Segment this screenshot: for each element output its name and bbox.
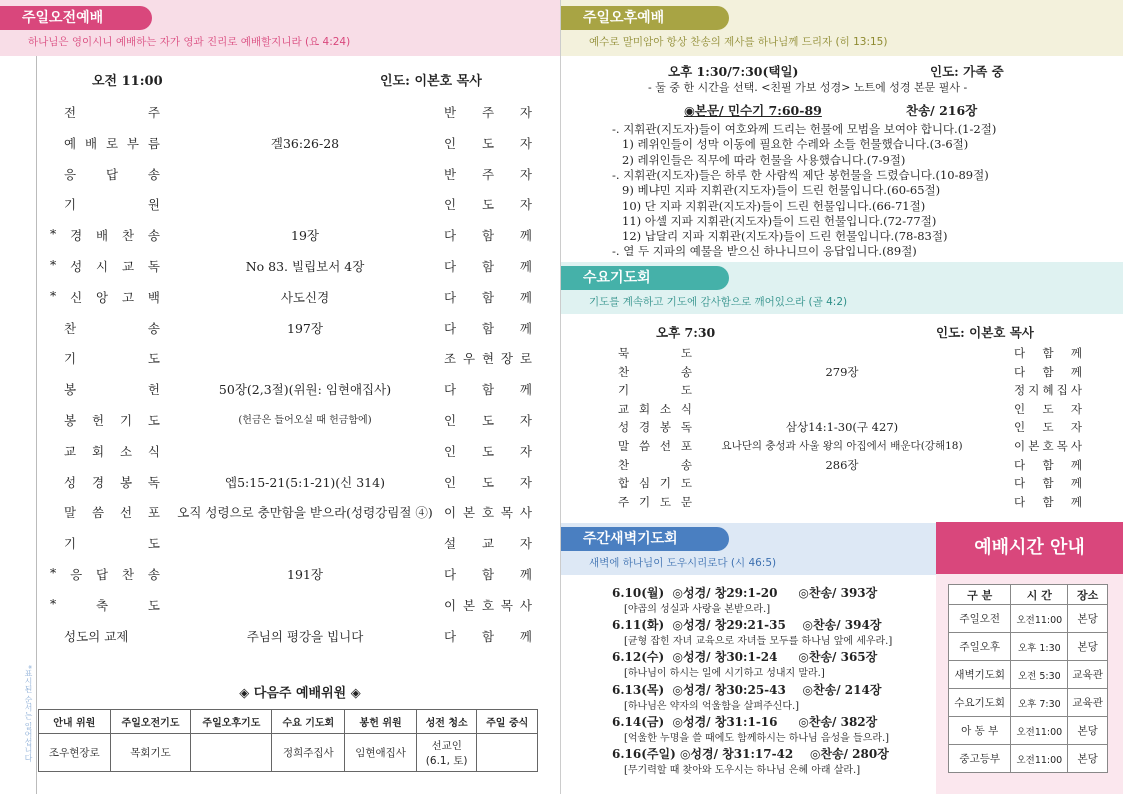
times-cell: 본당 [1068,745,1108,773]
times-title: 예배시간 안내 [936,522,1123,574]
order-name: 기 원 [64,197,160,213]
outline-line: -. 열 두 지파의 예물을 받으신 하나니므이 응답입니다.(89절) [612,244,917,259]
committee-header-cell: 안내 위원 [39,710,111,734]
order-leader: 설 교 자 [444,536,532,552]
order-leader: 인 도 자 [444,135,532,151]
wednesday-leader: 다 함 께 [1014,476,1082,491]
wednesday-name: 말 씀 선 포 [618,439,692,453]
wednesday-name: 교 회 소 식 [618,401,692,416]
order-name: * 성 시 교 독 [50,257,160,274]
dawn-day-line: 6.11(화) ◎성경/ 창29:21-35 ◎찬송/ 394장 [612,618,882,633]
order-row [40,411,560,439]
dawn-day-theme: [하나님은 약자의 억울함을 살펴주신다.] [624,700,800,712]
wednesday-name: 합 심 기 도 [618,476,692,491]
times-table [948,584,1108,773]
order-name: 봉 헌 [64,382,160,398]
outline-line: 9) 베냐민 지파 지휘관(지도자)들이 드린 헌물입니다.(60-65절) [622,183,941,198]
order-name: * 경 배 찬 송 [50,226,160,244]
times-cell: 오전11:00 [1011,717,1068,745]
wednesday-name: 주 기 도 문 [618,494,692,509]
order-row [40,349,560,377]
times-cell: 새벽기도회 [949,661,1011,689]
wednesday-verse: 기도를 계속하고 기도에 감사함으로 깨어있으라 (골 4:2) [589,296,848,308]
committee-cell: 선교인 (6.1, 토) [416,734,477,772]
order-content: 50장(2,3절)(위원: 임현애집사) [218,382,392,398]
order-row [40,288,560,316]
order-content: 191장 [287,567,323,582]
wednesday-row [618,457,1088,475]
wednesday-row [618,382,1088,400]
afternoon-note: - 둘 중 한 시간을 선택. <친필 가보 성경> 노트에 성경 본문 필사 - [648,81,968,94]
order-row [40,596,560,624]
dawn-day-theme: [억울한 누명을 쓸 때에도 함께하시는 하나님 음성을 들으라.] [624,732,890,744]
order-leader: 인 도 자 [444,197,532,213]
afternoon-text: ◉본문/ 민수기 7:60-89 [684,103,822,118]
wednesday-service-title: 수요기도회 [561,266,729,290]
committee-title: ◈ 다음주 예배위원 ◈ [239,686,361,701]
dawn-day-line: 6.12(수) ◎성경/ 창30:1-24 ◎찬송/ 365장 [612,650,878,665]
dawn-day-line: 6.14(금) ◎성경/ 창31:1-16 ◎찬송/ 382장 [612,714,878,729]
wednesday-leader: 이 본 호 목 사 [1014,439,1082,453]
order-row [40,319,560,347]
wednesday-name: 기 도 [618,383,692,398]
order-leader: 다 함 께 [444,320,532,336]
wednesday-content: 279장 [825,364,859,379]
wednesday-row [618,364,1088,382]
order-name: 성도의 교제 [64,628,129,644]
times-cell: 수요기도회 [949,689,1011,717]
outline-line: 1) 레위인들이 성막 이동에 필요한 수레와 소들 헌물했습니다.(3-6절) [622,137,969,152]
dawn-day-theme: [하나님이 하시는 일에 시기하고 성내지 말라.] [624,668,825,680]
order-content: 197장 [287,320,323,336]
dawn-day-theme: [야곱의 성실과 사랑을 본받으라.] [624,604,771,615]
order-row [40,380,560,408]
order-leader: 인 도 자 [444,413,532,428]
outline-line: -. 지휘관(지도자)들이 여호와께 드리는 헌물에 모범을 보여야 합니다.(1-2절) [612,122,997,136]
dawn-verse: 새벽에 하나님이 도우시리로다 (시 46:5) [589,557,777,569]
order-leader: 이 본 호 목 사 [444,505,532,521]
wednesday-content: 요나단의 충성과 사울 왕의 아집에서 배운다(강해18) [721,440,963,452]
order-content: 사도신경 [280,289,330,305]
order-leader: 다 함 께 [444,289,532,305]
times-row [949,745,1108,773]
order-name: * 축 도 [50,595,160,613]
outline-line: 11) 아셀 지파 지휘관(지도자)들이 드린 헌물입니다.(72-77절) [622,213,937,228]
committee-header-row [39,710,538,734]
afternoon-leader: 인도: 가족 중 [930,64,1004,79]
wednesday-leader: 다 함 께 [1014,364,1082,379]
wednesday-leader: 다 함 께 [1014,494,1082,509]
order-name: 응 답 송 [64,166,160,182]
outline-line: -. 지휘관(지도자)들은 하루 한 사람씩 제단 봉헌물을 드렸습니다.(10-89절) [612,167,989,182]
order-row [40,473,560,501]
order-row [40,565,560,593]
times-header-cell: 구 분 [949,585,1011,605]
order-row [40,165,560,193]
wednesday-name: 찬 송 [618,364,692,379]
wednesday-name: 묵 도 [618,346,692,360]
wednesday-time: 오후 7:30 [656,325,716,340]
times-row [949,661,1108,689]
times-cell: 오후 1:30 [1011,633,1068,661]
wednesday-row [618,438,1088,456]
order-leader: 반 주 자 [444,166,532,182]
committee-table [38,709,538,772]
afternoon-hymn: 찬송/ 216장 [906,103,978,118]
morning-service-head [40,70,560,90]
times-row [949,689,1108,717]
committee-header-cell: 수요 기도회 [272,710,345,734]
wednesday-name: 성 경 봉 독 [618,420,692,435]
order-name: 찬 송 [64,320,160,336]
order-leader: 반 주 자 [444,105,532,120]
committee-cell: 임현애집사 [345,734,417,772]
order-name: * 신 앙 고 백 [50,287,160,305]
order-row [40,257,560,285]
times-cell: 본당 [1068,633,1108,661]
times-header-cell: 시 간 [1011,585,1068,605]
order-name: 기 도 [64,536,160,552]
order-content: 엡5:15-21(5:1-21)(신 314) [225,474,385,490]
committee-header-cell: 주일 중식 [477,710,538,734]
left-margin-rule [36,56,37,794]
dawn-service-title: 주간새벽기도회 [561,527,729,551]
order-content: (헌금은 들어오실 때 헌금함에) [238,415,372,426]
times-cell: 주일오후 [949,633,1011,661]
order-leader: 다 함 께 [444,628,532,644]
times-cell: 오전11:00 [1011,745,1068,773]
outline-line: 12) 납달리 지파 지휘관(지도자)들이 드린 헌물입니다.(78-83절) [622,229,948,244]
times-cell: 오전11:00 [1011,605,1068,633]
wednesday-leader: 인 도 자 [1014,420,1082,435]
wednesday-row [618,494,1088,512]
afternoon-verse: 예수로 말미암아 항상 찬송의 제사를 하나님께 드리자 (히 13:15) [589,36,888,48]
committee-cell: 목회기도 [110,734,191,772]
order-row [40,503,560,531]
wednesday-row [618,419,1088,437]
order-leader: 인 도 자 [444,474,532,490]
committee-cell: 정희주집사 [272,734,345,772]
afternoon-service-title: 주일오후예배 [561,6,729,30]
order-leader: 다 함 께 [444,382,532,398]
order-leader: 다 함 께 [444,567,532,582]
wednesday-content: 삼상14:1-30(구 427) [785,420,899,435]
times-row [949,633,1108,661]
morning-verse: 하나님은 영이시니 예배하는 자가 영과 진리로 예배할지니라 (요 4:24) [28,36,351,48]
order-name: 성 경 봉 독 [64,474,160,490]
times-cell: 교육관 [1068,661,1108,689]
times-cell: 본당 [1068,717,1108,745]
order-name: 전 주 [64,105,160,120]
dawn-day-line: 6.13(목) ◎성경/ 창30:25-43 ◎찬송/ 214장 [612,682,882,697]
order-row [40,134,560,162]
order-content: 주님의 평강을 빕니다 [246,628,364,644]
dawn-day-line: 6.10(월) ◎성경/ 창29:1-20 ◎찬송/ 393장 [612,586,878,600]
order-leader: 조 우 현 장 로 [444,351,532,367]
wednesday-leader: 정 지 혜 집 사 [1014,383,1082,398]
dawn-day-theme: [균형 잡힌 자녀 교육으로 자녀들 모두를 하나님 앞에 세우라.] [624,636,893,648]
times-row [949,605,1108,633]
order-row [40,103,560,131]
times-cell: 주일오전 [949,605,1011,633]
order-row [40,627,560,655]
order-content: No 83. 빌립보서 4장 [245,259,365,274]
order-name: 예 배 로 부 름 [64,135,160,151]
order-row [40,534,560,562]
dawn-day-theme: [무기력할 때 찾아와 도우시는 하나님 은혜 아래 살라.] [624,765,861,776]
wednesday-row [618,401,1088,419]
standing-note: *표시된 순서는 일어섭니다 [24,665,33,763]
committee-cell [191,734,272,772]
order-name: 기 도 [64,351,160,367]
center-divider [560,0,561,794]
outline-line: 2) 레위인들은 직무에 따라 헌물을 사용했습니다.(7-9절) [622,152,906,167]
wednesday-content: 286장 [825,457,859,472]
order-name: 말 씀 선 포 [64,505,160,521]
wednesday-leader: 다 함 께 [1014,346,1082,360]
morning-leader: 인도: 이본호 목사 [380,74,482,89]
order-leader: 다 함 께 [444,259,532,274]
order-content: 겔36:26-28 [270,135,340,151]
committee-cell: 조우현장로 [39,734,111,772]
order-leader: 인 도 자 [444,443,532,459]
wednesday-leader: 인도: 이본호 목사 [936,325,1034,340]
wednesday-row [618,345,1088,363]
times-header-row [949,585,1108,605]
times-cell: 중고등부 [949,745,1011,773]
committee-header-cell: 주일오전기도 [110,710,191,734]
times-header-cell: 장소 [1068,585,1108,605]
order-leader: 다 함 께 [444,228,532,244]
order-leader: 이 본 호 목 사 [444,597,532,613]
committee-header-cell: 성전 청소 [416,710,477,734]
dawn-day-line: 6.16(주일) ◎성경/ 창31:17-42 ◎찬송/ 280장 [612,747,889,761]
afternoon-time: 오후 1:30/7:30(택일) [668,64,799,79]
order-content: 오직 성령으로 충만함을 받으라(성령강림절 ④) [177,505,433,521]
committee-cell [477,734,538,772]
morning-service-title: 주일오전예배 [0,6,152,30]
times-cell: 본당 [1068,605,1108,633]
order-name: 봉 헌 기 도 [64,413,160,428]
committee-header-cell: 봉헌 위원 [345,710,417,734]
committee-value-row [39,734,538,772]
times-row [949,717,1108,745]
wednesday-leader: 인 도 자 [1014,401,1082,416]
times-cell: 오전 5:30 [1011,661,1068,689]
wednesday-row [618,475,1088,493]
order-name: * 응 답 찬 송 [50,565,160,582]
outline-line: 10) 단 지파 지휘관(지도자)들이 드린 헌물입니다.(66-71절) [622,198,926,213]
morning-time: 오전 11:00 [92,74,163,89]
wednesday-name: 찬 송 [618,457,692,472]
order-content: 19장 [291,228,319,244]
order-row [40,442,560,470]
wednesday-leader: 다 함 께 [1014,457,1082,472]
times-cell: 오후 7:30 [1011,689,1068,717]
times-cell: 아 동 부 [949,717,1011,745]
times-cell: 교육관 [1068,689,1108,717]
order-row [40,195,560,223]
order-name: 교 회 소 식 [64,443,160,459]
committee-header-cell: 주일오후기도 [191,710,272,734]
order-row [40,226,560,254]
